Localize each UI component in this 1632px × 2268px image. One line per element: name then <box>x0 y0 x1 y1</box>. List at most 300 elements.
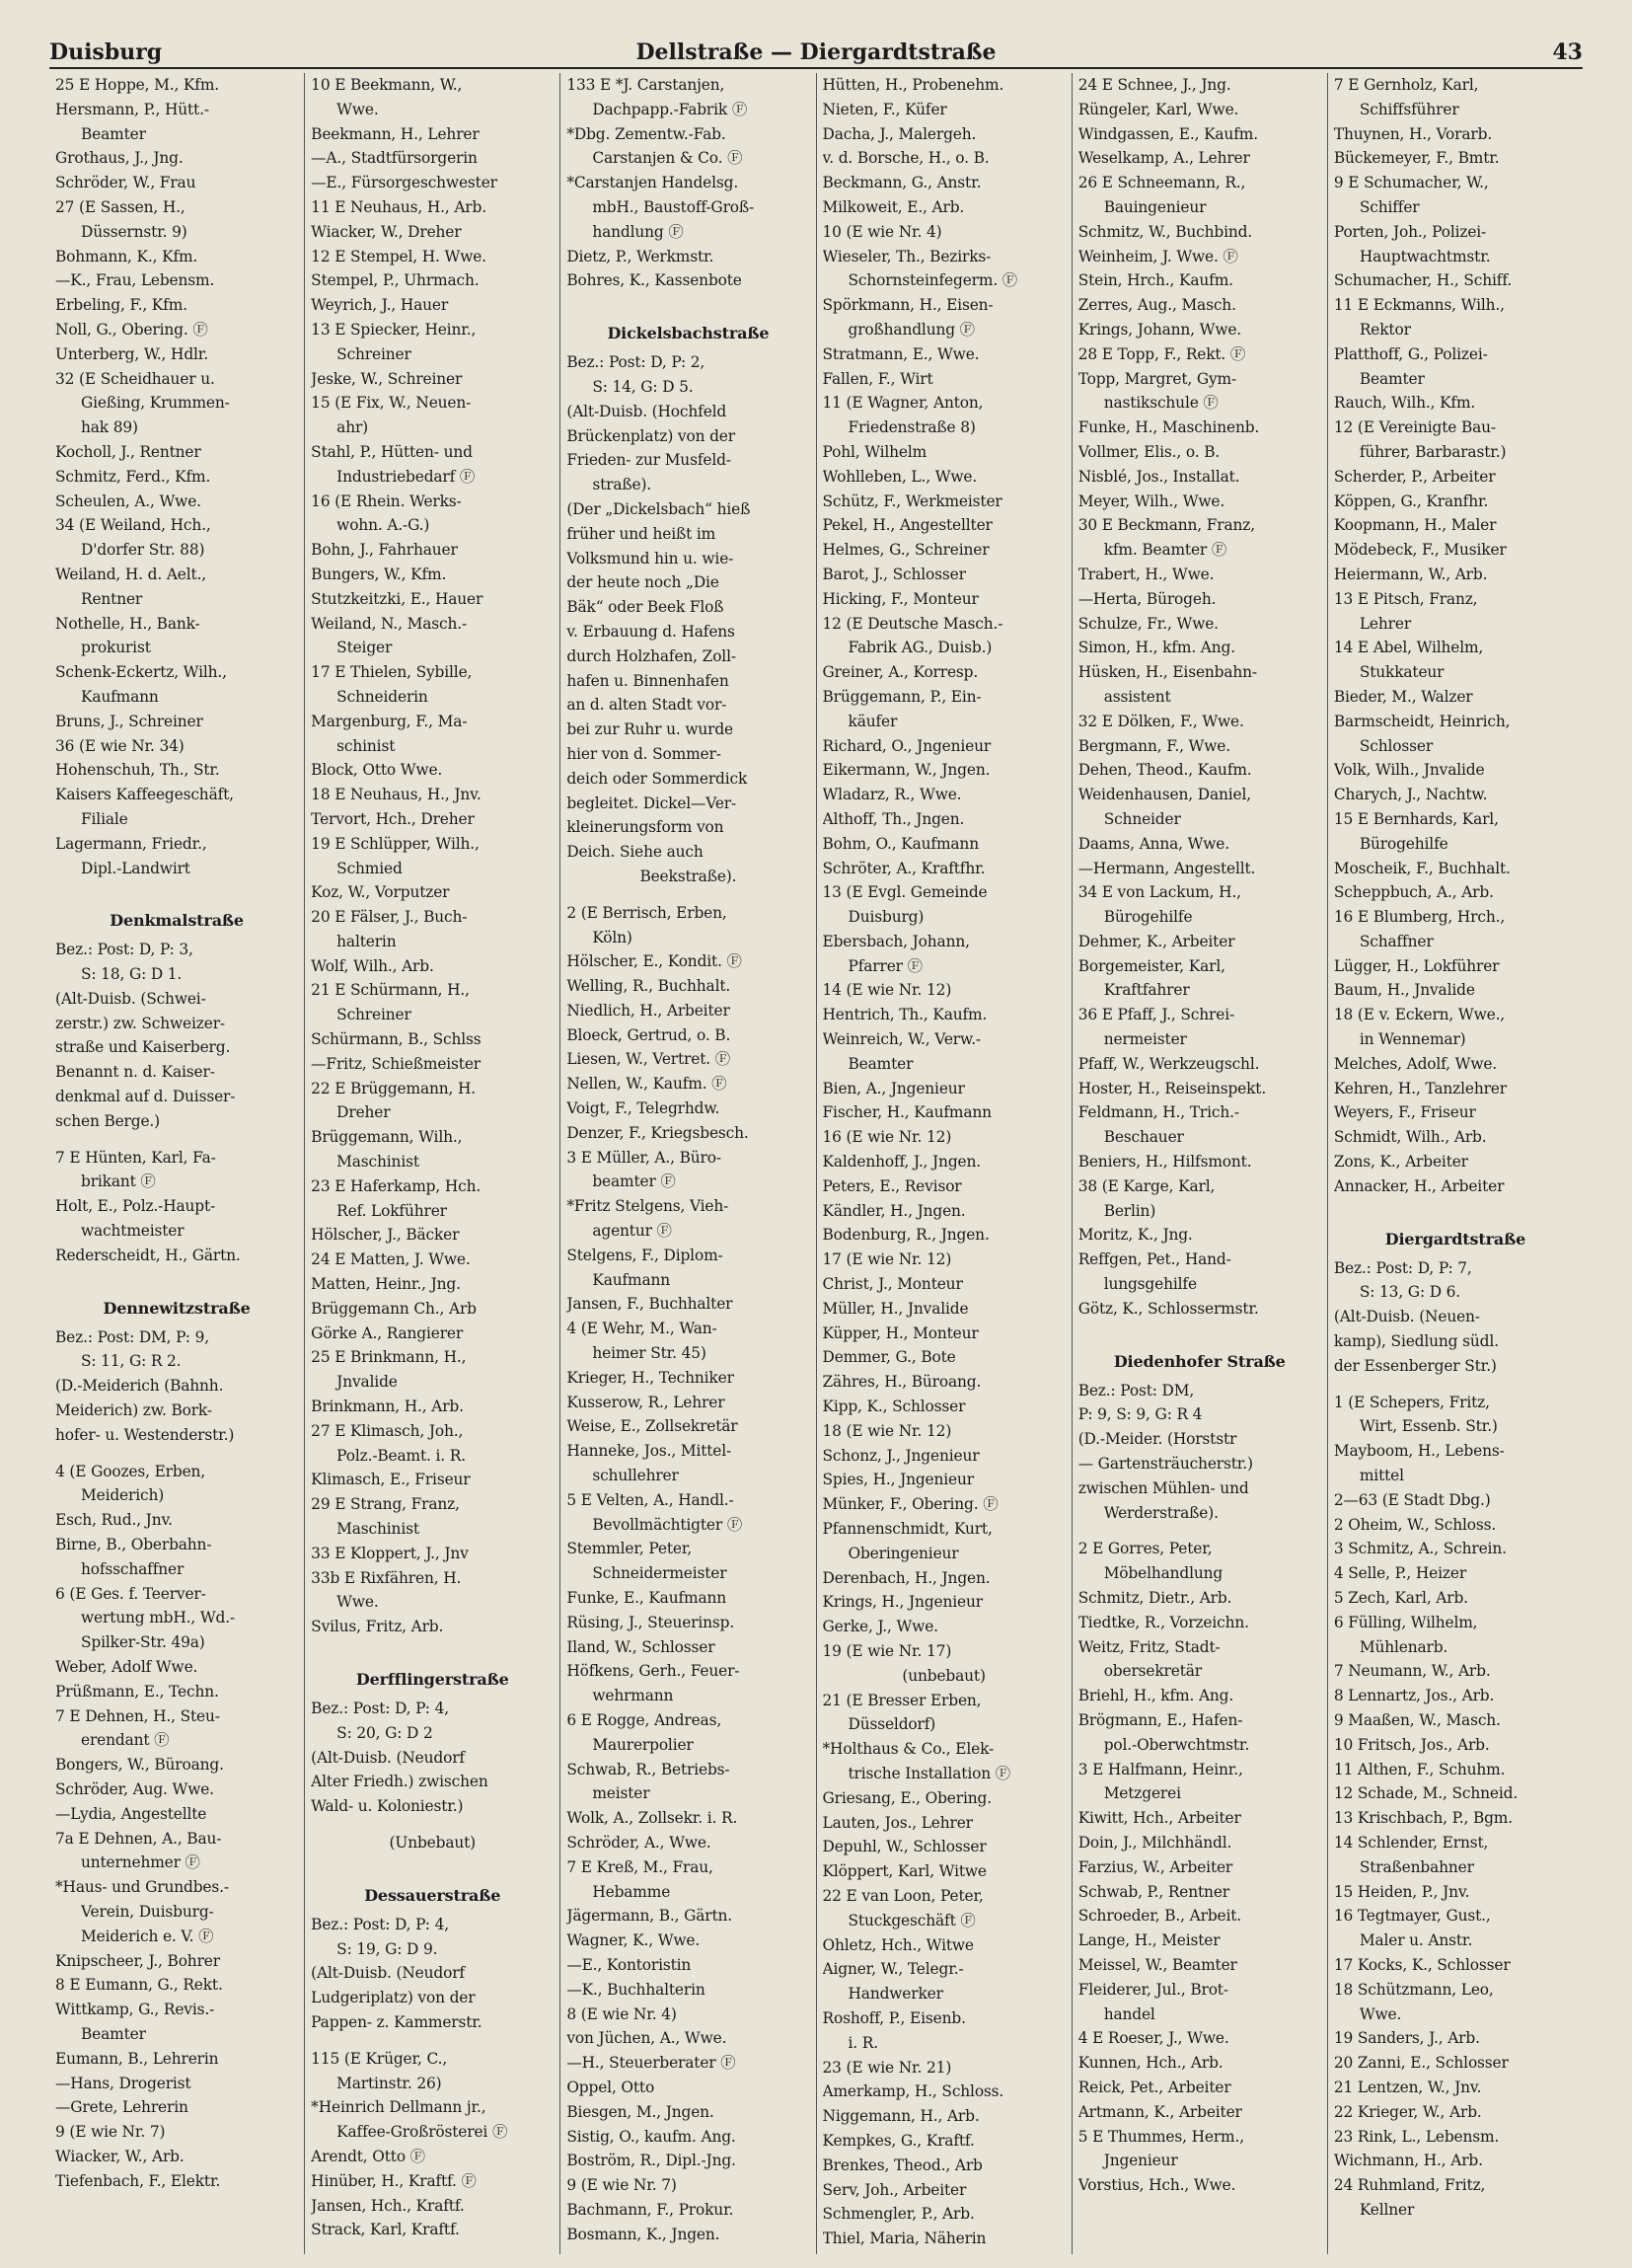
directory-entry: Bongers, W., Büroang. <box>55 1756 224 1775</box>
directory-entry: Jansen, Hch., Kraftf. <box>311 2196 465 2215</box>
directory-entry: Jngenieur <box>1103 2152 1178 2170</box>
directory-entry: 4 (E Wehr, M., Wan- <box>566 1320 717 1338</box>
directory-entry: Bückemeyer, F., Bmtr. <box>1333 149 1500 168</box>
directory-entry: Schürmann, B., Schlss <box>311 1030 482 1049</box>
directory-entry: Hölscher, J., Bäcker <box>311 1226 460 1245</box>
directory-entry: an d. alten Stadt vor- <box>566 696 727 715</box>
directory-entry: Schornsteinfegerm. Ⓕ <box>848 271 1018 290</box>
directory-entry: 6 (E Ges. f. Teerver- <box>55 1584 206 1603</box>
directory-entry: Maler u. Anstr. <box>1359 1931 1473 1950</box>
directory-entry: Beschauer <box>1103 1128 1184 1147</box>
directory-entry: 13 E Pitsch, Franz, <box>1333 589 1478 608</box>
directory-entry: Rüsing, J., Steuerinsp. <box>566 1613 735 1631</box>
directory-entry: 7 E Kreß, M., Frau, <box>566 1857 713 1876</box>
directory-entry: Denzer, F., Kriegsbesch. <box>566 1123 749 1142</box>
directory-entry: (unbebaut) <box>902 1666 986 1685</box>
directory-entry: pol.-Oberwchtmstr. <box>1103 1735 1250 1754</box>
directory-entry: D'dorfer Str. 88) <box>81 541 205 560</box>
directory-entry: Pohl, Wilhelm <box>822 442 927 461</box>
directory-entry: Biesgen, M., Jngen. <box>566 2102 714 2121</box>
directory-entry: 15 (E Fix, W., Neuen- <box>311 394 472 413</box>
directory-entry: (Alt-Duisb. (Schwei- <box>55 989 206 1008</box>
directory-entry: Althoff, Th., Jngen. <box>822 809 965 828</box>
directory-entry: Krings, H., Jngenieur <box>822 1593 983 1612</box>
directory-entry: Schröter, A., Kraftfhr. <box>822 859 986 877</box>
directory-entry: Düssernstr. 9) <box>81 222 187 241</box>
directory-entry: Margenburg, F., Ma- <box>311 712 468 730</box>
directory-entry: Pfarrer Ⓕ <box>848 956 923 975</box>
directory-entry: mittel <box>1359 1467 1404 1485</box>
directory-entry: —H., Steuerberater Ⓕ <box>566 2054 736 2073</box>
directory-entry: Bevollmächtigter Ⓕ <box>592 1515 743 1534</box>
directory-entry: Hölscher, E., Kondit. Ⓕ <box>566 952 742 971</box>
directory-entry: halterin <box>336 932 397 950</box>
directory-entry: Wwe. <box>1359 2004 1402 2023</box>
directory-entry: deich oder Sommerdick <box>566 769 748 788</box>
directory-entry: Volk, Wilh., Jnvalide <box>1333 761 1485 780</box>
directory-entry: S: 14, G: D 5. <box>592 377 694 396</box>
directory-entry: 21 Lentzen, W., Jnv. <box>1333 2078 1482 2096</box>
directory-entry: Stahl, P., Hütten- und <box>311 442 473 461</box>
directory-entry: Amerkamp, H., Schloss. <box>822 2082 1004 2101</box>
directory-entry: Scherder, P., Arbeiter <box>1333 467 1496 486</box>
directory-entry: Ebersbach, Johann, <box>822 932 970 950</box>
directory-entry: (D.-Meider. (Horststr <box>1077 1430 1237 1449</box>
directory-entry: Klimasch, E., Friseur <box>311 1471 471 1489</box>
directory-entry: Straßenbahner <box>1359 1857 1474 1876</box>
directory-entry: der Essenberger Str.) <box>1333 1356 1497 1375</box>
directory-entry: Weise, E., Zollsekretär <box>566 1417 738 1436</box>
directory-entry: 7 Neumann, W., Arb. <box>1333 1662 1491 1681</box>
directory-entry: Kaufmann <box>81 687 159 706</box>
directory-entry: 32 E Dölken, F., Wwe. <box>1077 712 1244 730</box>
directory-entry: 2 Oheim, W., Schloss. <box>1333 1515 1497 1534</box>
directory-entry: Iland, W., Schlosser <box>566 1637 715 1656</box>
directory-entry: Schmengler, P., Arb. <box>822 2205 975 2224</box>
section-gap <box>311 1819 554 1831</box>
directory-entry: 10 E Beekmann, W., <box>311 76 463 94</box>
directory-entry: Schmitz, Dietr., Arb. <box>1077 1589 1232 1608</box>
directory-entry: 19 Sanders, J., Arb. <box>1333 2029 1480 2048</box>
directory-entry: 18 Schützmann, Leo, <box>1333 1980 1494 1999</box>
section-gap <box>311 1639 554 1651</box>
directory-entry: Weinreich, W., Verw.- <box>822 1030 981 1049</box>
street-heading: Diedenhofer Straße <box>1113 1351 1286 1371</box>
directory-entry: Reick, Pet., Arbeiter <box>1077 2078 1231 2096</box>
directory-entry: 10 (E wie Nr. 4) <box>822 222 942 241</box>
directory-entry: Lügger, H., Lokführer <box>1333 956 1500 975</box>
directory-entry: Meiderich) <box>81 1486 165 1505</box>
directory-entry: 21 E Schürmann, H., <box>311 981 470 1000</box>
directory-entry: Grothaus, J., Jng. <box>55 149 184 168</box>
directory-entry: Stutzkeitzki, E., Hauer <box>311 589 483 608</box>
directory-entry: 34 E von Lackum, H., <box>1077 883 1241 902</box>
header-street-range: Dellstraße — Diergardtstraße <box>635 39 997 65</box>
directory-entry: Dreher <box>336 1103 391 1122</box>
directory-entry: 18 (E v. Eckern, Wwe., <box>1333 1006 1506 1024</box>
directory-entry: 12 (E Deutsche Masch.- <box>822 614 1003 633</box>
directory-entry: denkmal auf d. Duisser- <box>55 1088 236 1106</box>
directory-entry: Kändler, H., Jngen. <box>822 1201 966 1220</box>
directory-entry: Ludgeriplatz) von der <box>311 1989 476 2007</box>
directory-entry: Benannt n. d. Kaiser- <box>55 1063 215 1082</box>
directory-entry: Ohletz, Hch., Witwe <box>822 1935 974 1954</box>
directory-entry: Wittkamp, G., Revis.- <box>55 2001 215 2019</box>
directory-entry: Niggemann, H., Arb. <box>822 2107 980 2126</box>
directory-entry: 17 E Thielen, Sybille, <box>311 663 473 682</box>
directory-entry: kleinerungsform von <box>566 818 724 837</box>
directory-entry: kamp), Siedlung südl. <box>1333 1332 1499 1351</box>
directory-entry: 9 E Schumacher, W., <box>1333 174 1489 192</box>
directory-entry: Reffgen, Pet., Hand- <box>1077 1250 1231 1269</box>
directory-entry: Spörkmann, H., Eisen- <box>822 296 994 315</box>
directory-entry: Kusserow, R., Lehrer <box>566 1393 725 1411</box>
directory-entry: Werderstraße). <box>1103 1503 1219 1522</box>
directory-entry: Gießing, Krummen- <box>81 394 230 413</box>
directory-entry: Arendt, Otto Ⓕ <box>311 2147 425 2165</box>
section-gap <box>55 880 298 892</box>
directory-entry: Schröder, Aug. Wwe. <box>55 1780 214 1798</box>
directory-entry: wohn. A.-G.) <box>336 516 430 535</box>
directory-entry: Lehrer <box>1359 614 1412 633</box>
directory-entry: —A., Stadtfürsorgerin <box>311 149 478 168</box>
directory-entry: Unterberg, W., Hdlr. <box>55 344 209 363</box>
street-heading: Derfflingerstraße <box>355 1670 509 1689</box>
directory-entry: Bergmann, F., Wwe. <box>1077 736 1230 755</box>
directory-entry: Pekel, H., Angestellter <box>822 516 993 535</box>
directory-entry: hofsschaffner <box>81 1559 185 1578</box>
directory-entry: Schaffner <box>1359 932 1434 950</box>
directory-entry: 12 E Stempel, H. Wwe. <box>311 247 486 265</box>
directory-entry: hofer- u. Westenderstr.) <box>55 1425 235 1444</box>
directory-entry: 5 E Velten, A., Handl.- <box>566 1490 734 1509</box>
directory-entry: Schröder, W., Frau <box>55 174 196 192</box>
directory-entry: nastikschule Ⓕ <box>1103 394 1219 413</box>
directory-entry: Weiland, N., Masch.- <box>311 614 468 633</box>
directory-entry: 30 E Beckmann, Franz, <box>1077 516 1256 535</box>
directory-entry: Hersmann, P., Hütt.- <box>55 100 209 118</box>
directory-entry: 18 (E wie Nr. 12) <box>822 1421 952 1440</box>
directory-entry: Köppen, G., Kranfhr. <box>1333 491 1489 510</box>
directory-entry: Hüsken, H., Eisenbahn- <box>1077 663 1257 682</box>
directory-entry: Annacker, H., Arbeiter <box>1333 1176 1505 1195</box>
directory-entry: Tervort, Hch., Dreher <box>311 809 475 828</box>
directory-entry: wertung mbH., Wd.- <box>81 1609 236 1627</box>
directory-entry: 115 (E Krüger, C., <box>311 2049 448 2068</box>
directory-entry: 19 (E wie Nr. 17) <box>822 1642 952 1660</box>
directory-entry: Gerke, J., Wwe. <box>822 1618 938 1636</box>
directory-entry: Hentrich, Th., Kaufm. <box>822 1006 988 1024</box>
directory-entry: Beniers, H., Hilfsmont. <box>1077 1153 1252 1172</box>
directory-entry: 17 (E wie Nr. 12) <box>822 1250 952 1269</box>
street-heading: Diergardtstraße <box>1384 1229 1526 1248</box>
directory-entry: Alter Friedh.) zwischen <box>311 1773 488 1791</box>
directory-entry: der heute noch „Die <box>566 573 719 592</box>
directory-entry: Mödebeck, F., Musiker <box>1333 541 1507 560</box>
section-gap <box>1078 1322 1321 1333</box>
directory-entry: schinist <box>336 736 396 755</box>
directory-entry: Zähres, H., Büroang. <box>822 1373 982 1392</box>
directory-entry: Stelgens, F., Diplom- <box>566 1246 723 1264</box>
directory-entry: Bodenburg, R., Jngen. <box>822 1226 990 1245</box>
directory-entry: Bez.: Post: D, P: 4, <box>311 1700 449 1717</box>
directory-entry: Bloeck, Gertrud, o. B. <box>566 1025 731 1044</box>
directory-entry: assistent <box>1103 687 1171 706</box>
directory-entry: Barmscheidt, Heinrich, <box>1333 712 1511 730</box>
directory-entry: Pfaff, W., Werkzeugschl. <box>1077 1054 1260 1073</box>
directory-entry: Farzius, W., Arbeiter <box>1077 1857 1233 1876</box>
directory-entry: Wiacker, W., Dreher <box>311 222 462 241</box>
directory-entry: Maschinist <box>336 1153 419 1172</box>
directory-entry: Strack, Karl, Kraftf. <box>311 2221 460 2239</box>
directory-entry: Feldmann, H., Trich.- <box>1077 1103 1239 1122</box>
directory-entry: Zerres, Aug., Masch. <box>1077 296 1236 315</box>
directory-entry: Wieseler, Th., Bezirks- <box>822 247 992 265</box>
directory-entry: Helmes, G., Schreiner <box>822 541 990 560</box>
directory-entry: Hinüber, H., Kraftf. Ⓕ <box>311 2171 477 2190</box>
directory-entry: Schonz, J., Jngenieur <box>822 1446 980 1465</box>
directory-entry: 9 (E wie Nr. 7) <box>566 2176 677 2195</box>
directory-entry: 14 (E wie Nr. 12) <box>822 981 952 1000</box>
street-heading: Dickelsbachstraße <box>607 324 770 343</box>
directory-entry: Voigt, F., Telegrhdw. <box>566 1099 720 1118</box>
directory-entry: (Unbebaut) <box>389 1833 476 1852</box>
directory-entry: schullehrer <box>592 1467 679 1485</box>
directory-entry: Industriebedarf Ⓕ <box>336 467 476 486</box>
directory-entry: Kipp, K., Schlosser <box>822 1398 966 1416</box>
directory-entry: Kiwitt, Hch., Arbeiter <box>1077 1809 1241 1828</box>
directory-entry: 7 E Hünten, Karl, Fa- <box>55 1148 216 1167</box>
directory-entry: Thuynen, H., Vorarb. <box>1333 124 1493 143</box>
directory-entry: Bohm, O., Kaufmann <box>822 834 979 853</box>
column-4 <box>817 73 1073 2254</box>
directory-entry: früher und heißt im <box>566 524 716 543</box>
directory-entry: Erbeling, F., Kfm. <box>55 296 187 315</box>
directory-entry: Peters, E., Revisor <box>822 1176 962 1195</box>
directory-entry: 24 E Matten, J. Wwe. <box>311 1250 471 1269</box>
directory-entry: Hicking, F., Monteur <box>822 589 979 608</box>
directory-entry: Doin, J., Milchhändl. <box>1077 1833 1232 1852</box>
directory-entry: 27 (E Sassen, H., <box>55 197 185 216</box>
directory-entry: 20 E Fälser, J., Buch- <box>311 908 468 927</box>
directory-entry: Bez.: Post: D, P: 2, <box>566 353 705 372</box>
directory-entry: Kaldenhoff, J., Jngen. <box>822 1153 981 1172</box>
directory-entry: Liesen, W., Vertret. Ⓕ <box>566 1050 730 1069</box>
directory-entry: 28 E Topp, F., Rekt. Ⓕ <box>1077 344 1246 363</box>
directory-entry: Hauptwachtmstr. <box>1359 247 1491 265</box>
directory-entry: 25 E Brinkmann, H., <box>311 1348 467 1367</box>
directory-entry: 36 E Pfaff, J., Schrei- <box>1077 1006 1235 1024</box>
directory-entry: —Hermann, Angestellt. <box>1077 859 1256 877</box>
directory-entry: Moritz, K., Jng. <box>1077 1226 1193 1245</box>
directory-entry: Kocholl, J., Rentner <box>55 442 201 461</box>
directory-entry: agentur Ⓕ <box>592 1222 672 1241</box>
directory-entry: Verein, Duisburg- <box>81 1902 214 1921</box>
directory-entry: Tiedtke, R., Vorzeichn. <box>1077 1613 1249 1631</box>
directory-entry: Beamter <box>1359 369 1425 388</box>
directory-entry: Stempel, P., Uhrmach. <box>311 271 480 290</box>
directory-entry: Frieden- zur Musfeld- <box>566 451 731 470</box>
directory-entry: Dachpapp.-Fabrik Ⓕ <box>592 100 748 118</box>
directory-entry: Heiermann, W., Arb. <box>1333 565 1488 583</box>
directory-entry: 2 (E Berrisch, Erben, <box>566 903 727 922</box>
directory-entry: 24 Ruhmland, Fritz, <box>1333 2176 1486 2195</box>
directory-entry: Richard, O., Jngenieur <box>822 736 992 755</box>
directory-entry: Weidenhausen, Daniel, <box>1077 786 1251 804</box>
directory-entry: Eumann, B., Lehrerin <box>55 2049 219 2068</box>
directory-entry: Münker, F., Obering. Ⓕ <box>822 1495 999 1514</box>
directory-entry: Stukkateur <box>1359 663 1445 682</box>
directory-entry: Fleiderer, Jul., Brot- <box>1077 1980 1228 1999</box>
directory-entry: Wwe. <box>336 100 379 118</box>
section-gap <box>55 1268 298 1280</box>
directory-entry: Melches, Adolf, Wwe. <box>1333 1054 1498 1073</box>
directory-entry: nermeister <box>1103 1030 1187 1049</box>
directory-entry: lungsgehilfe <box>1103 1275 1197 1294</box>
directory-entry: 3 Schmitz, A., Schrein. <box>1333 1540 1507 1558</box>
directory-entry: Ref. Lokführer <box>336 1201 447 1220</box>
directory-entry: Schneider <box>1103 809 1181 828</box>
directory-entry: 7 E Dehnen, H., Steu- <box>55 1706 220 1725</box>
directory-entry: straße). <box>592 476 652 494</box>
directory-entry: in Wennemar) <box>1359 1030 1466 1049</box>
directory-entry: Aigner, W., Telegr.- <box>822 1960 964 1979</box>
directory-entry: Kaisers Kaffeegeschäft, <box>55 786 234 804</box>
directory-entry: Milkoweit, E., Arb. <box>822 197 965 216</box>
directory-entry: Bez.: Post: D, P: 3, <box>55 941 193 959</box>
directory-entry: Carstanjen & Co. Ⓕ <box>592 149 743 168</box>
directory-entry: —Grete, Lehrerin <box>55 2098 188 2117</box>
directory-entry: wachtmeister <box>81 1222 185 1241</box>
directory-entry: 7 E Gernholz, Karl, <box>1333 76 1479 94</box>
directory-entry: Baum, H., Jnvalide <box>1333 981 1475 1000</box>
directory-entry: handel <box>1103 2004 1155 2023</box>
directory-entry: Handwerker <box>848 1985 943 2003</box>
directory-entry: Barot, J., Schlosser <box>822 565 966 583</box>
directory-entry: meister <box>592 1784 650 1803</box>
directory-entry: 10 Fritsch, Jos., Arb. <box>1333 1735 1490 1754</box>
directory-entry: S: 19, G: D 9. <box>336 1939 438 1958</box>
directory-entry: Rektor <box>1359 320 1411 339</box>
directory-entry: 14 Schlender, Ernst, <box>1333 1833 1489 1852</box>
section-gap <box>55 1448 298 1460</box>
directory-entry: Funke, H., Maschinenb. <box>1077 418 1260 437</box>
column-5 <box>1073 73 1328 2254</box>
section-gap <box>566 889 809 901</box>
directory-entry: 18 E Neuhaus, H., Jnv. <box>311 786 482 804</box>
directory-entry: brikant Ⓕ <box>81 1172 156 1191</box>
directory-entry: 16 Tegtmayer, Gust., <box>1333 1907 1491 1926</box>
directory-entry: S: 13, G: D 6. <box>1359 1283 1461 1302</box>
directory-entry: Kaffee-Großrösterei Ⓕ <box>336 2123 508 2142</box>
directory-entry: 22 E van Loon, Peter, <box>822 1886 984 1905</box>
directory-entry: Daams, Anna, Wwe. <box>1077 834 1229 853</box>
directory-entry: Kellner <box>1359 2200 1415 2219</box>
section-gap <box>1334 1199 1577 1211</box>
directory-entry: Polz.-Beamt. i. R. <box>336 1446 466 1465</box>
directory-entry: Schreiner <box>336 344 411 363</box>
directory-entry: Pappen- z. Kammerstr. <box>311 2012 482 2031</box>
directory-entry: Pfannenschmidt, Kurt, <box>822 1520 993 1539</box>
directory-entry: Trabert, H., Wwe. <box>1077 565 1215 583</box>
directory-entry: Niedlich, H., Arbeiter <box>566 1001 730 1020</box>
directory-entry: Lauten, Jos., Lehrer <box>822 1813 973 1832</box>
directory-entry: Schneidermeister <box>592 1564 727 1583</box>
directory-entry: Beamter <box>848 1054 914 1073</box>
directory-entry: hier von d. Sommer- <box>566 744 721 763</box>
directory-entry: Brückenplatz) von der <box>566 426 735 445</box>
directory-entry: S: 18, G: D 1. <box>81 965 183 984</box>
directory-entry: Schroeder, B., Arbeit. <box>1077 1907 1242 1926</box>
directory-entry: Jägermann, B., Gärtn. <box>566 1907 733 1926</box>
directory-entry: Svilus, Fritz, Arb. <box>311 1618 444 1636</box>
directory-entry: Stuckgeschäft Ⓕ <box>848 1911 976 1929</box>
directory-entry: Kempkes, G., Kraftf. <box>822 2131 975 2150</box>
directory-entry: Höfkens, Gerh., Feuer- <box>566 1662 740 1681</box>
directory-entry: Martinstr. 26) <box>336 2074 442 2092</box>
directory-entry: 19 E Schlüpper, Wilh., <box>311 834 480 853</box>
directory-entry: Wald- u. Koloniestr.) <box>311 1797 464 1816</box>
directory-entry: Duisburg) <box>848 908 925 927</box>
directory-entry: Wichmann, H., Arb. <box>1333 2152 1483 2170</box>
directory-entry: 20 Zanni, E., Schlosser <box>1333 2054 1509 2073</box>
directory-entry: (Der „Dickelsbach“ hieß <box>566 499 751 518</box>
directory-entry: 13 E Spiecker, Heinr., <box>311 320 477 339</box>
directory-entry: heimer Str. 45) <box>592 1344 706 1363</box>
directory-entry: Schmied <box>336 859 403 877</box>
directory-entry: Schütz, F., Werkmeister <box>822 491 1002 510</box>
directory-entry: Dehen, Theod., Kaufm. <box>1077 761 1252 780</box>
directory-entry: Platthoff, G., Polizei- <box>1333 344 1488 363</box>
directory-entry: Krings, Johann, Wwe. <box>1077 320 1242 339</box>
directory-entry: Bungers, W., Kfm. <box>311 565 447 583</box>
directory-entry: Filiale <box>81 809 128 828</box>
directory-entry: 9 (E wie Nr. 7) <box>55 2123 166 2142</box>
directory-entry: Beekstraße). <box>639 867 737 885</box>
directory-entry: 24 E Schnee, J., Jng. <box>1077 76 1231 94</box>
directory-entry: 4 E Roeser, J., Wwe. <box>1077 2029 1229 2048</box>
directory-entry: Düsseldorf) <box>848 1715 936 1734</box>
directory-entry: Block, Otto Wwe. <box>311 761 443 780</box>
directory-entry: Friedenstraße 8) <box>848 418 976 437</box>
columns-container <box>49 73 1583 2254</box>
directory-entry: Bürogehilfe <box>1103 908 1193 927</box>
directory-entry: 133 E *J. Carstanjen, <box>566 76 725 94</box>
directory-entry: Hütten, H., Probenehm. <box>822 76 1004 94</box>
directory-entry: Mayboom, H., Lebens- <box>1333 1442 1505 1461</box>
directory-entry: 3 E Halfmann, Heinr., <box>1077 1760 1243 1778</box>
directory-entry: Bez.: Post: D, P: 4, <box>311 1915 449 1933</box>
directory-entry: Volksmund hin u. wie- <box>566 549 734 567</box>
directory-entry: Greiner, A., Korresp. <box>822 663 979 682</box>
directory-entry: —E., Fürsorgeschwester <box>311 174 497 192</box>
directory-entry: Krieger, H., Techniker <box>566 1368 734 1387</box>
directory-entry: Oberingenieur <box>848 1544 959 1562</box>
directory-entry: Rederscheidt, H., Gärtn. <box>55 1246 241 1264</box>
directory-entry: Matten, Heinr., Jng. <box>311 1275 461 1294</box>
directory-entry: Spilker-Str. 49a) <box>81 1633 205 1652</box>
directory-entry: Dietz, P., Werkmstr. <box>566 247 714 265</box>
directory-entry: Brüggemann, Wilh., <box>311 1128 463 1147</box>
directory-entry: 9 Maaßen, W., Masch. <box>1333 1711 1501 1729</box>
directory-entry: begleitet. Dickel—Ver- <box>566 794 737 812</box>
section-gap <box>311 1855 554 1867</box>
directory-entry: (Alt-Duisb. (Hochfeld <box>566 402 727 420</box>
directory-entry: handlung Ⓕ <box>592 222 684 241</box>
directory-entry: Maschinist <box>336 1520 419 1539</box>
directory-entry: Schreiner <box>336 1006 411 1024</box>
directory-entry: Christ, J., Monteur <box>822 1275 963 1294</box>
